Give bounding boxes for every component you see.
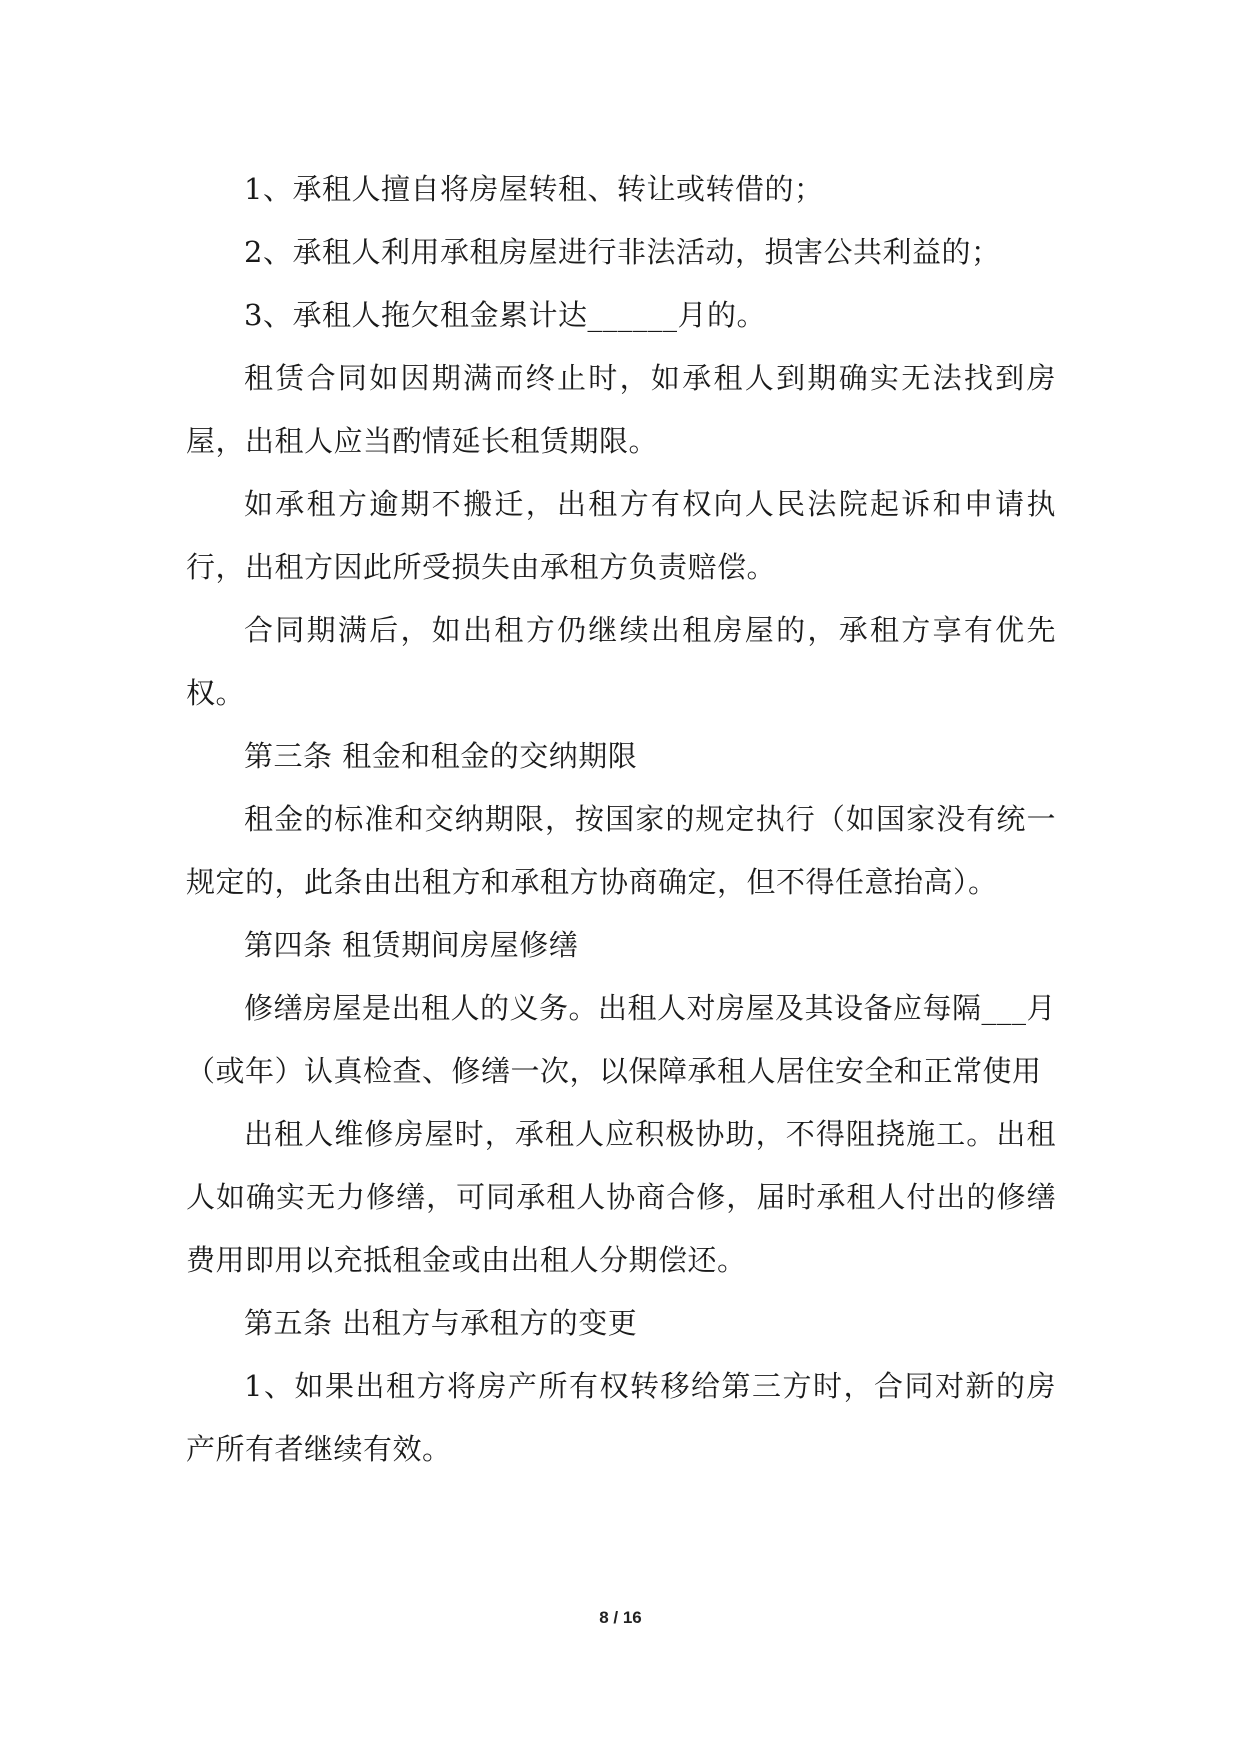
paragraph-repair-assist: 出租人维修房屋时，承租人应积极协助，不得阻挠施工。出租人如确实无力修缮，可同承租人协商合修，届时承租人付出的修缮费用即用以充抵租金或由出租人分期偿还。 xyxy=(186,1117,1056,1277)
paragraph-priority-right: 合同期满后，如出租方仍继续出租房屋的，承租方享有优先权。 xyxy=(186,613,1056,710)
article-5-heading: 第五条 出租方与承租方的变更 xyxy=(244,1306,638,1340)
paragraph-overdue-move: 如承租方逾期不搬迁，出租方有权向人民法院起诉和申请执行，出租方因此所受损失由承租方负责赔偿。 xyxy=(186,487,1056,584)
page-number: 8 / 16 xyxy=(599,1608,642,1627)
article-4-heading: 第四条 租赁期间房屋修缮 xyxy=(244,928,579,962)
article-3-heading: 第三条 租金和租金的交纳期限 xyxy=(244,739,638,773)
paragraph-rent-standard: 租金的标准和交纳期限，按国家的规定执行（如国家没有统一规定的，此条由出租方和承租方协商确定，但不得任意抬高）。 xyxy=(186,802,1056,899)
paragraph-lease-expiry: 租赁合同如因期满而终止时，如承租人到期确实无法找到房屋，出租人应当酌情延长租赁期限。 xyxy=(186,361,1056,458)
clause-item-3: 3、承租人拖欠租金累计达______月的。 xyxy=(244,298,766,332)
paragraph-ownership-transfer: 1、如果出租方将房产所有权转移给第三方时，合同对新的房产所有者继续有效。 xyxy=(186,1369,1056,1466)
paragraph-repair-duty: 修缮房屋是出租人的义务。出租人对房屋及其设备应每隔___月（或年）认真检查、修缮一次，以保障承租人居住安全和正常使用 xyxy=(186,991,1057,1088)
document-body xyxy=(186,158,1056,1481)
clause-item-2: 2、承租人利用承租房屋进行非法活动，损害公共利益的； xyxy=(244,235,1001,269)
clause-item-1: 1、承租人擅自将房屋转租、转让或转借的； xyxy=(244,172,824,206)
